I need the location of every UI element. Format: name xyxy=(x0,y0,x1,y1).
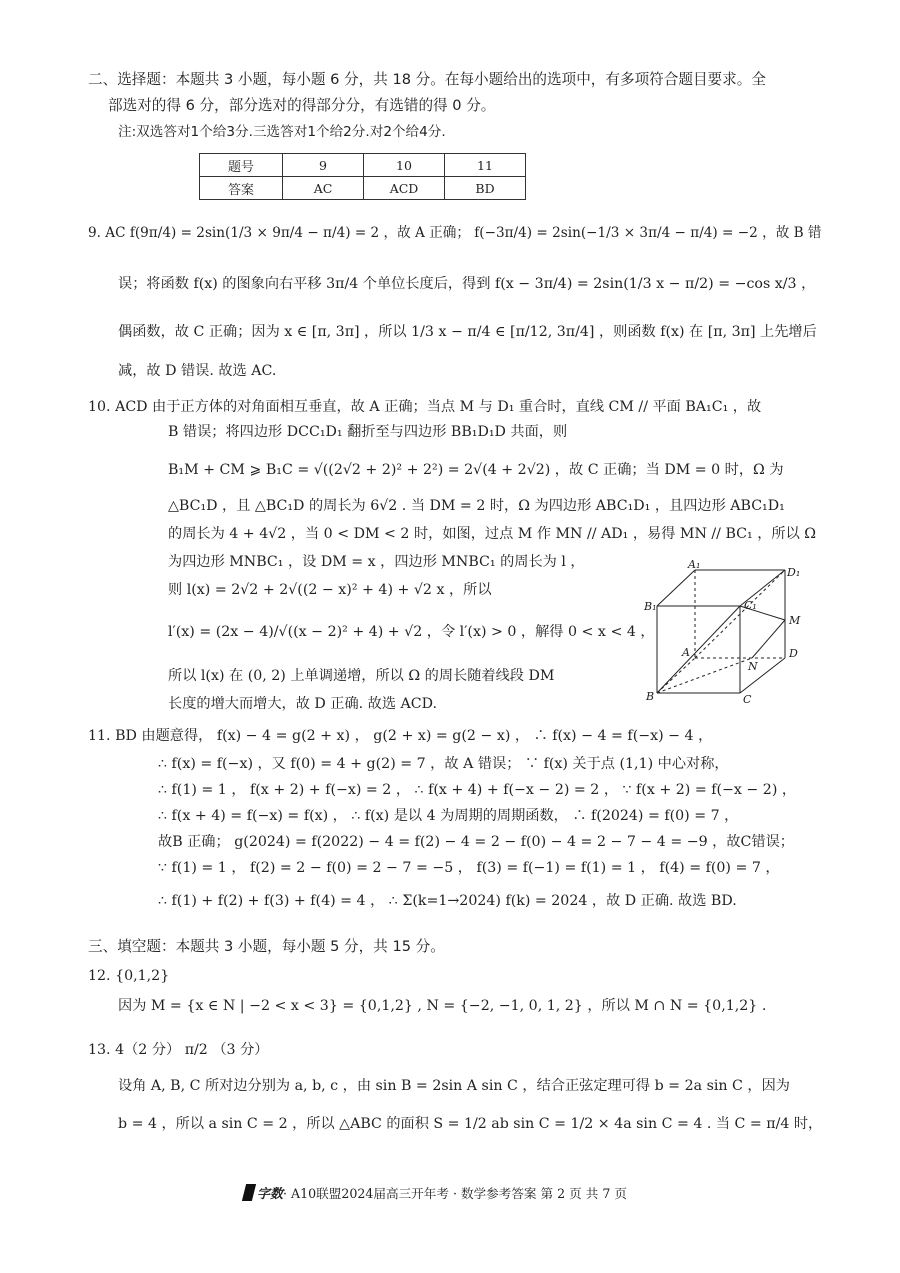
label-c1: C₁ xyxy=(744,599,757,612)
label-a1: A₁ xyxy=(688,558,701,571)
edge-mn xyxy=(752,620,785,658)
q11-line3: ∴ f(1) = 1 ， f(x + 2) + f(−x) = 2 ， ∴ f(x + 4) + f(−x − 2) = 2 ， ∵ f(x + 2) = f(−x − 2) ， xyxy=(158,782,797,798)
label-d1: D₁ xyxy=(787,566,801,579)
q11-line2: ∴ f(x) = f(−x) ，又 f(0) = 4 + g(2) = 7 ，故 A 错误； ∵ f(x) 关于点 (1,1) 中心对称， xyxy=(158,756,729,772)
brand-logo-text: 字数 xyxy=(257,1187,284,1202)
page-footer xyxy=(244,1183,627,1202)
q9-line4: 减，故 D 错误. 故选 AC. xyxy=(118,363,277,379)
edge-cd xyxy=(740,658,785,693)
table-row xyxy=(200,177,526,200)
footer-text: · A10联盟2024届高三开年考 · 数学参考答案 第 2 页 共 7 页 xyxy=(283,1186,627,1201)
table-cell: 11 xyxy=(445,154,526,177)
q10-line10: 长度的增大而增大，故 D 正确. 故选 ACD. xyxy=(168,696,438,712)
q10-line3: B₁M + CM ⩾ B₁C = √((2√2 + 2)² + 2²) = 2√(4 + 2√2) ，故 C 正确；当 DM = 0 时，Ω 为 xyxy=(168,462,784,478)
q13-line2: 设角 A, B, C 所对边分别为 a, b, c ，由 sin B = 2sin A sin C ，结合正弦定理可得 b = 2a sin C ，因为 xyxy=(118,1078,790,1094)
edge-bc1 xyxy=(657,606,740,693)
q10-line1: 10. ACD 由于正方体的对角面相互垂直，故 A 正确；当点 M 与 D₁ 重合时，直线 CM // 平面 BA₁C₁ ，故 xyxy=(88,399,762,415)
scoring-note: 注:双选答对1个给3分.三选答对1个给2分.对2个给4分. xyxy=(118,124,446,140)
q10-line9: 所以 l(x) 在 (0, 2) 上单调递增，所以 Ω 的周长随着线段 DM xyxy=(168,668,555,684)
cube-figure xyxy=(640,558,815,703)
q11-line6: ∵ f(1) = 1 ， f(2) = 2 − f(0) = 2 − 7 = −5 ， f(3) = f(−1) = f(1) = 1 ， f(4) = f(0) = 7 ， xyxy=(158,860,780,876)
q9-line3: 偶函数，故 C 正确；因为 x ∈ [π, 3π] ，所以 1/3 x − π/4 ∈ [π/12, 3π/4] ，则函数 f(x) 在 [π, 3π] 上先增后 xyxy=(118,324,817,340)
q10-line4: △BC₁D ，且 △BC₁D 的周长为 6√2 . 当 DM = 2 时，Ω 为四边形 ABC₁D₁ ，且四边形 ABC₁D₁ xyxy=(168,498,785,514)
label-b: B xyxy=(646,690,655,703)
label-c: C xyxy=(743,693,752,703)
q13-line1: 13. 4（2 分） π/2 （3 分） xyxy=(88,1042,269,1058)
q12-line1: 12. {0,1,2} xyxy=(88,968,170,984)
edge-bn xyxy=(657,658,752,693)
edge-b1a1 xyxy=(657,570,695,606)
table-row xyxy=(200,154,526,177)
section2-heading-line1: 二、选择题：本题共 3 小题，每小题 6 分，共 18 分。在每小题给出的选项中，有多项符合题目要求。全 xyxy=(88,71,766,88)
q9-line1: 9. AC f(9π/4) = 2sin(1/3 × 9π/4 − π/4) = 2 ，故 A 正确； f(−3π/4) = 2sin(−1/3 × 3π/4 − π/4) = −2 ，故 B 错 xyxy=(88,225,822,241)
section2-heading-line2: 部选对的得 6 分，部分选对的得部分分，有选错的得 0 分。 xyxy=(108,97,496,114)
label-n: N xyxy=(748,660,758,673)
table-cell: BD xyxy=(445,177,526,200)
table-cell: 答案 xyxy=(200,177,283,200)
q11-line1: 11. BD 由题意得， f(x) − 4 = g(2 + x) ， g(2 + x) = g(2 − x) ， ∴ f(x) − 4 = f(−x) − 4 ， xyxy=(88,728,713,744)
label-d: D xyxy=(789,647,798,660)
table-cell: ACD xyxy=(364,177,445,200)
q11-line4: ∴ f(x + 4) = f(−x) = f(x) ， ∴ f(x) 是以 4 为周期的周期函数， ∴ f(2024) = f(0) = 7 ， xyxy=(158,808,739,824)
label-a: A xyxy=(682,646,690,659)
q10-line2: B 错误；将四边形 DCC₁D₁ 翻折至与四边形 BB₁D₁D 共面，则 xyxy=(168,424,568,440)
q11-line5: 故B 正确； g(2024) = f(2022) − 4 = f(2) − 4 = 2 − f(0) − 4 = 2 − 7 − 4 = −9 ，故C错误； xyxy=(158,834,794,850)
q13-line3: b = 4 ，所以 a sin C = 2 ，所以 △ABC 的面积 S = 1/2 ab sin C = 1/2 × 4a sin C = 4 . 当 C = π/4 时， xyxy=(118,1116,823,1132)
table-cell: 题号 xyxy=(200,154,283,177)
q9-line2: 误；将函数 f(x) 的图象向右平移 3π/4 个单位长度后，得到 f(x − 3π/4) = 2sin(1/3 x − π/2) = −cos x/3 ， xyxy=(118,276,816,292)
label-b1: B₁ xyxy=(644,600,657,613)
edge-ba xyxy=(657,658,695,693)
q10-line6: 为四边形 MNBC₁ ，设 DM = x ，四边形 MNBC₁ 的周长为 l ， xyxy=(168,554,585,570)
q10-line7: 则 l(x) = 2√2 + 2√((2 − x)² + 4) + √2 x ，所以 xyxy=(168,582,492,598)
q10-line8: l′(x) = (2x − 4)/√((x − 2)² + 4) + √2 ，令 l′(x) > 0 ，解得 0 < x < 4 ， xyxy=(168,624,655,640)
answer-table xyxy=(199,153,526,200)
brand-logo-icon xyxy=(242,1184,256,1201)
table-cell: AC xyxy=(283,177,364,200)
section3-heading: 三、填空题：本题共 3 小题，每小题 5 分，共 15 分。 xyxy=(88,938,445,955)
q11-line7: ∴ f(1) + f(2) + f(3) + f(4) = 4 ， ∴ Σ(k=1→2024) f(k) = 2024 ，故 D 正确. 故选 BD. xyxy=(158,893,737,909)
label-m: M xyxy=(789,614,801,627)
table-cell: 10 xyxy=(364,154,445,177)
q10-line5: 的周长为 4 + 4√2 ，当 0 < DM < 2 时，如图，过点 M 作 MN // AD₁ ，易得 MN // BC₁ ，所以 Ω xyxy=(168,526,817,542)
q12-line2: 因为 M = {x ∈ N | −2 < x < 3} = {0,1,2} , N = {−2, −1, 0, 1, 2} ，所以 M ∩ N = {0,1,2} . xyxy=(118,998,767,1014)
table-cell: 9 xyxy=(283,154,364,177)
